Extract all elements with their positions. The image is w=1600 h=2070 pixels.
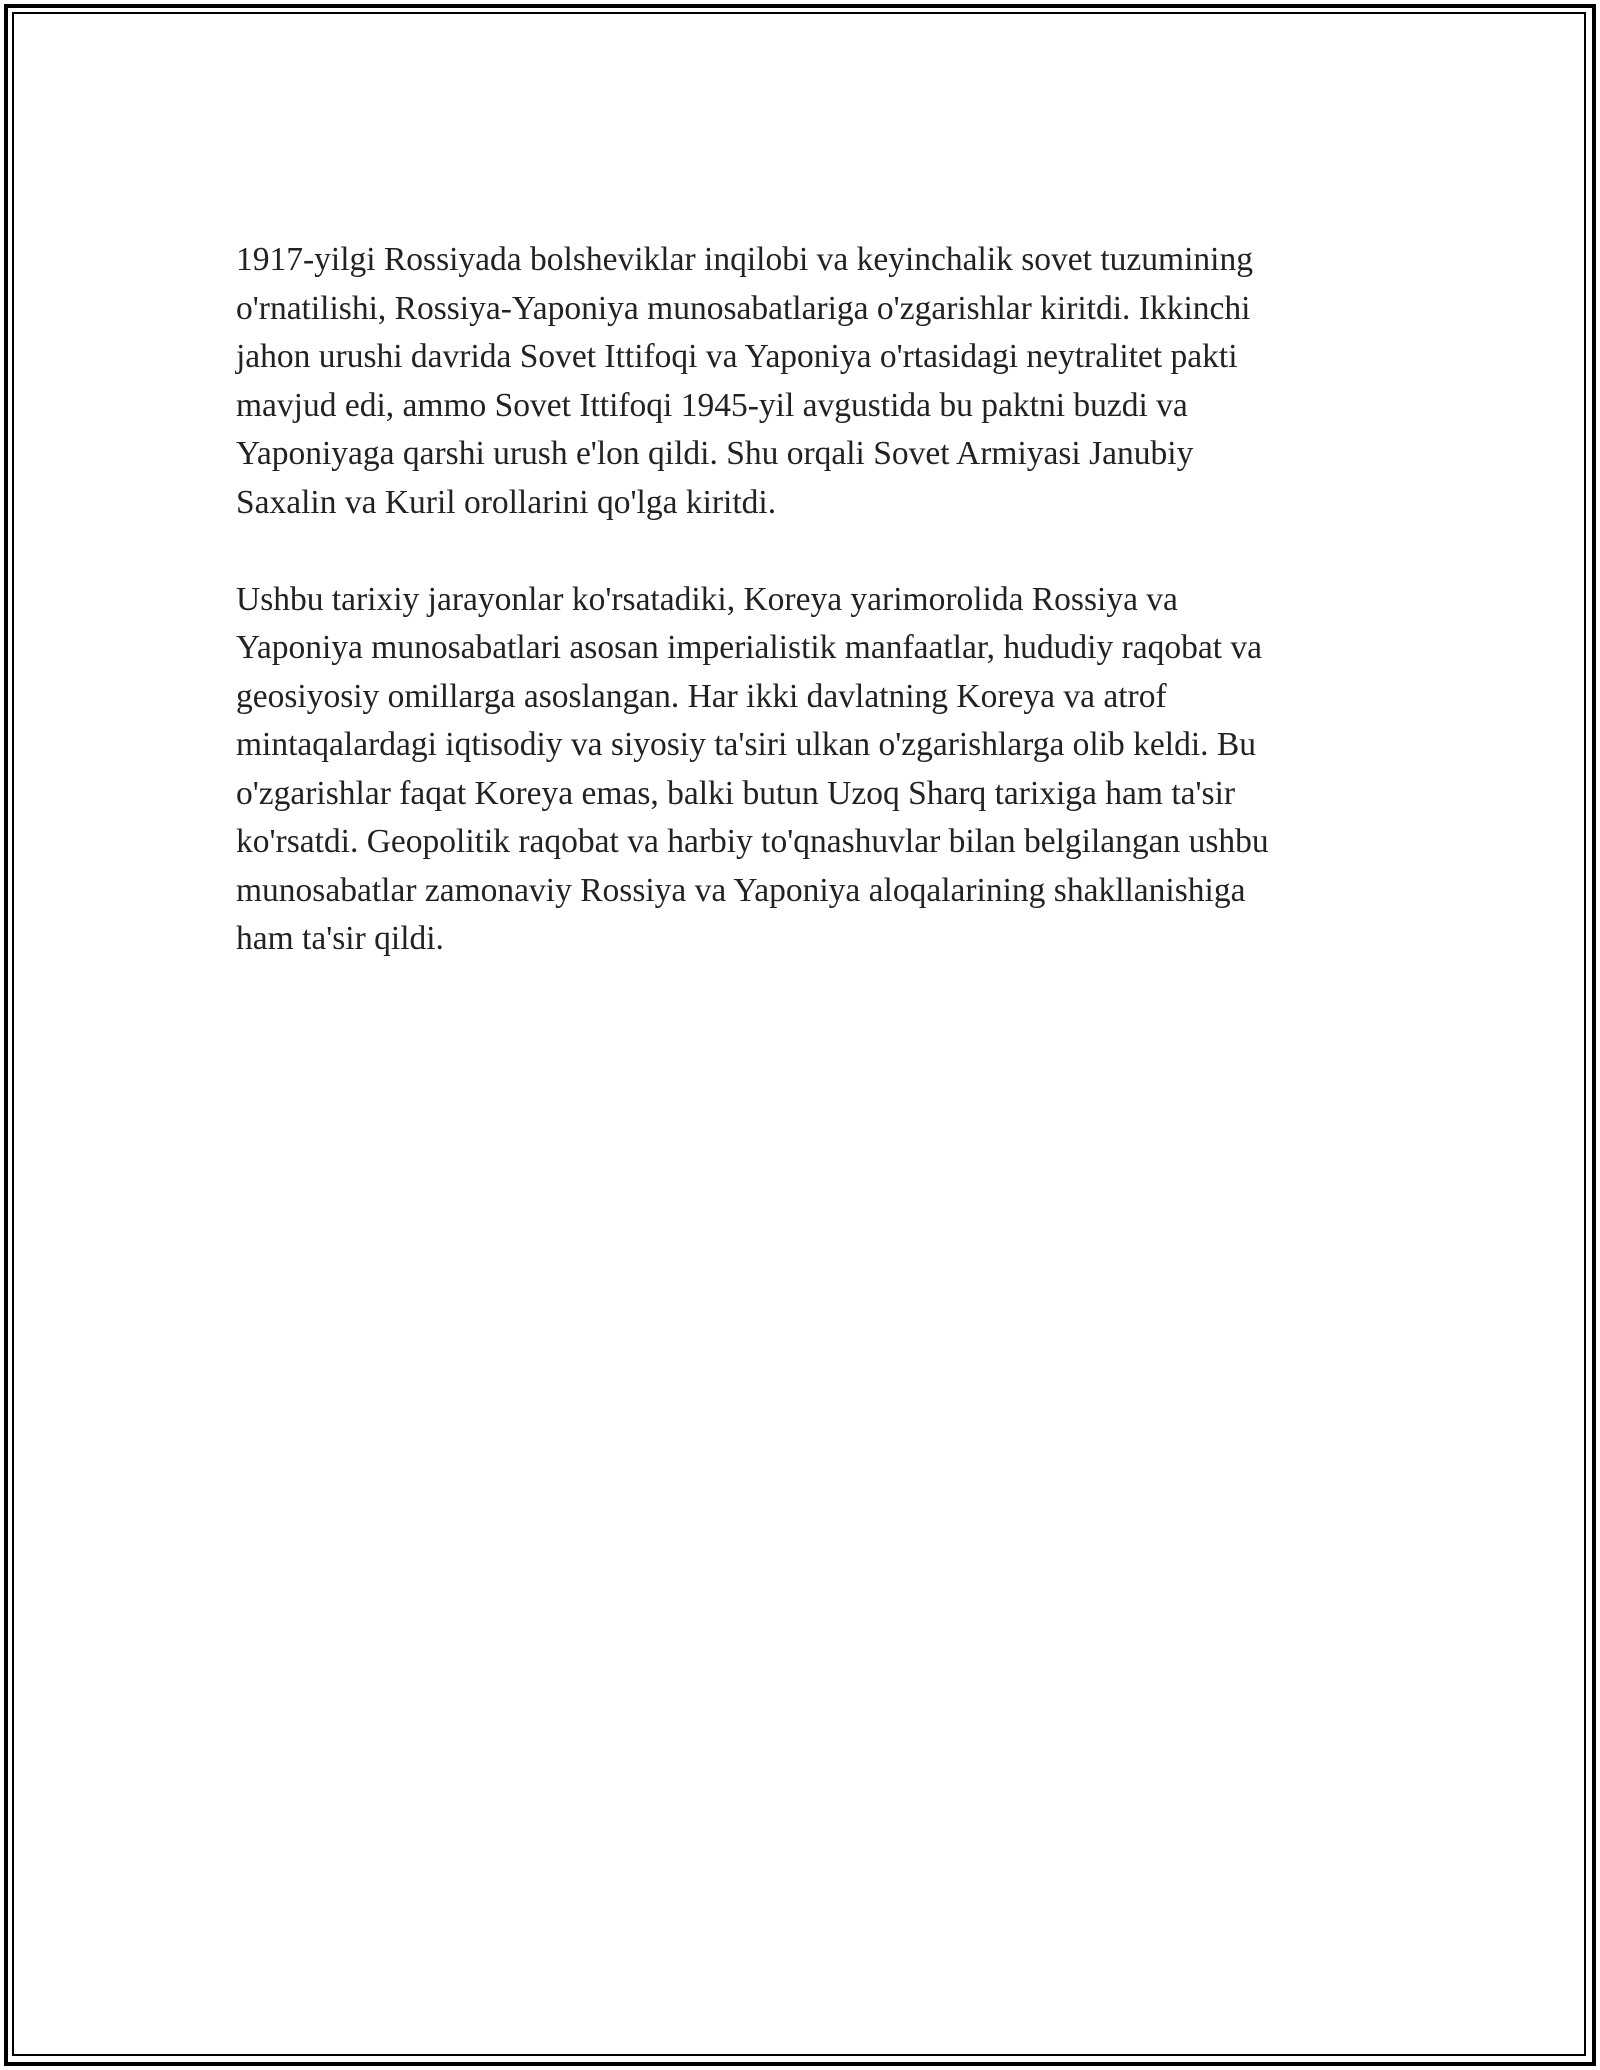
paragraph-1: 1917-yilgi Rossiyada bolsheviklar inqilobi va keyinchalik sovet tuzumining o'rnatilishi, Rossiya-Yaponiya munosabatlariga o'zgarishlar kiritdi. Ikkinchi jahon urushi davrida Sovet Ittifoqi va Yaponiya o'rtasidagi neytralitet pakti mavjud edi, ammo Sovet Ittifoqi 1945-yil avgustida bu paktni buzdi va Yaponiyaga qarshi urush e'lon qildi. Shu orqali Sovet Armiyasi Janubiy Saxalin va Kuril orollarini qo'lga kiritdi. [236,241,1253,521]
document-body [236,236,1366,1012]
paragraph-2: Ushbu tarixiy jarayonlar ko'rsatadiki, Koreya yarimorolida Rossiya va Yaponiya munosabatlari asosan imperialistik manfaatlar, hududiy raqobat va geosiyosiy omillarga asoslangan. Har ikki davlatning Koreya va atrof mintaqalardagi iqtisodiy va siyosiy ta'siri ulkan o'zgarishlarga olib keldi. Bu o'zgarishlar faqat Koreya emas, balki butun Uzoq Sharq tarixiga ham ta'sir ko'rsatdi. Geopolitik raqobat va harbiy to'qnashuvlar bilan belgilangan ushbu munosabatlar zamonaviy Rossiya va Yaponiya aloqalarining shakllanishiga ham ta'sir qildi. [236,580,1269,957]
